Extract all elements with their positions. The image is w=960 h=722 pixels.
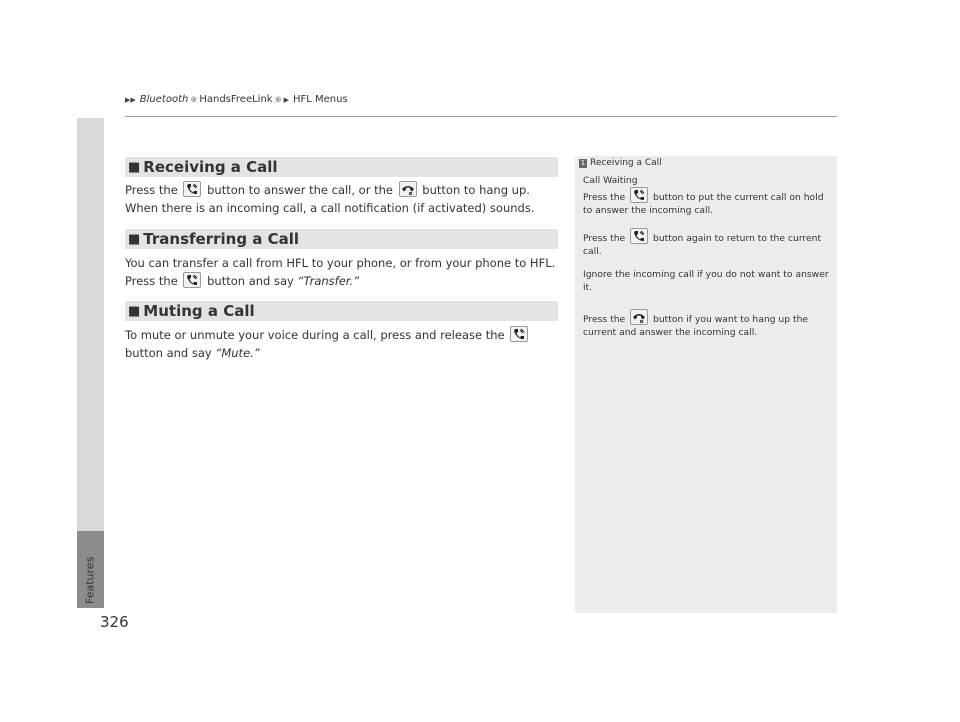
breadcrumb-hfl: HandsFreeLink	[199, 94, 273, 105]
header-rule	[125, 116, 837, 117]
muting-paragraph: To mute or unmute your voice during a call, press and release the button and say “Mute.”	[125, 326, 558, 362]
phone-pickup-icon	[630, 187, 648, 203]
square-bullet-icon: ■	[128, 303, 141, 319]
note-number-badge: 1	[580, 158, 586, 167]
side-tab-label: Features	[83, 556, 97, 604]
receiving-paragraph: Press the button to answer the call, or the button to hang up. When there is an incoming call, a call notification (if activated) sounds.	[125, 183, 535, 215]
section-title: Receiving a Call	[143, 158, 278, 176]
section-title: Muting a Call	[143, 302, 255, 320]
note-paragraph: Press the button to put the current call on hold to answer the incoming call.	[583, 187, 831, 217]
breadcrumb-hfl-menus: HFL Menus	[292, 94, 348, 105]
phone-pickup-icon	[183, 272, 201, 288]
phone-hangup-icon	[630, 309, 648, 325]
note-paragraph: Press the button if you want to hang up the current and answer the incoming call.	[583, 309, 831, 339]
phone-hangup-icon	[399, 181, 417, 197]
note-paragraph: Press the button again to return to the current call.	[583, 228, 831, 258]
phone-pickup-icon	[183, 181, 201, 197]
transferring-paragraph: You can transfer a call from HFL to your phone, or from your phone to HFL. Press the button and say “Transfer.”	[125, 256, 556, 288]
breadcrumb-arrow-icon: ▶	[283, 95, 289, 104]
square-bullet-icon: ■	[128, 231, 141, 247]
section-title: Transferring a Call	[143, 230, 300, 248]
breadcrumb-bluetooth: Bluetooth	[139, 94, 189, 105]
square-bullet-icon: ■	[128, 159, 141, 175]
page-number: 326	[100, 613, 129, 631]
note-title: 1 Receiving a Call	[580, 158, 662, 168]
breadcrumb: ▶▶ Bluetooth ® HandsFreeLink ® ▶ HFL Menus	[125, 94, 348, 105]
section-header-transferring	[125, 229, 558, 249]
phone-pickup-icon	[630, 228, 648, 244]
phone-pickup-icon	[510, 326, 528, 342]
note-subtitle: Call Waiting	[583, 175, 638, 186]
section-header-receiving	[125, 157, 558, 177]
breadcrumb-arrow-icon: ▶▶	[125, 95, 136, 104]
note-paragraph: Ignore the incoming call if you do not want to answer it.	[583, 269, 829, 293]
section-header-muting	[125, 301, 558, 321]
note-panel	[575, 156, 837, 613]
